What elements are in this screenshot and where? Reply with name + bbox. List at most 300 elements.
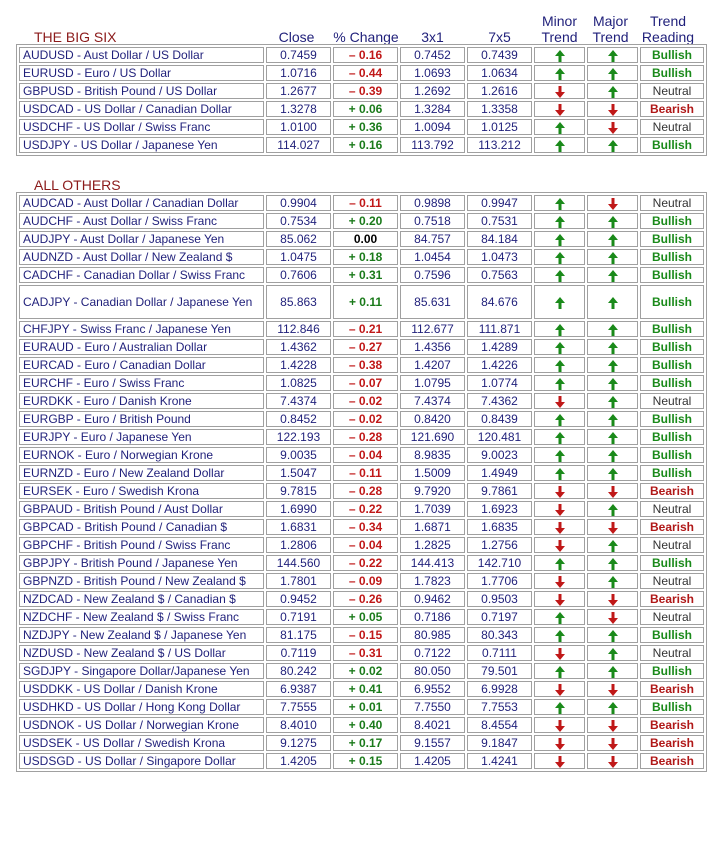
minor-trend-cell [534,285,585,319]
table-row [19,249,704,265]
minor-trend-cell [534,573,585,589]
c3x1-cell: 1.0693 [400,65,465,81]
pair-name-cell: USDNOK - US Dollar / Norwegian Krone [19,717,264,733]
table-row [19,339,704,355]
table-row [19,465,704,481]
table-row [19,411,704,427]
trend-reading-cell: Neutral [640,119,704,135]
major-trend-cell [587,249,638,265]
major-trend-cell [587,591,638,607]
trend-reading-cell: Bullish [640,47,704,63]
c7x5-cell: 1.6835 [467,519,532,535]
c3x1-cell: 85.631 [400,285,465,319]
arrow-up-icon [555,252,565,264]
c3x1-cell: 1.4356 [400,339,465,355]
arrow-down-icon [555,738,565,750]
minor-trend-cell [534,609,585,625]
trend-reading-cell: Bullish [640,375,704,391]
c7x5-cell: 1.0125 [467,119,532,135]
pair-name-cell: GBPAUD - British Pound / Aust Dollar [19,501,264,517]
table-row [19,357,704,373]
pair-name-cell: NZDJPY - New Zealand $ / Japanese Yen [19,627,264,643]
c7x5-cell: 9.1847 [467,735,532,751]
arrow-up-icon [555,450,565,462]
c3x1-cell: 113.792 [400,137,465,153]
c3x1-cell: 1.0454 [400,249,465,265]
close-cell: 85.062 [266,231,331,247]
table-row [19,137,704,153]
pair-name-cell: EURSEK - Euro / Swedish Krona [19,483,264,499]
arrow-down-icon [608,104,618,116]
close-cell: 1.4205 [266,753,331,769]
table-row [19,519,704,535]
major-trend-cell [587,645,638,661]
c3x1-cell: 0.7596 [400,267,465,283]
pair-name-cell: NZDUSD - New Zealand $ / US Dollar [19,645,264,661]
c3x1-cell: 0.8420 [400,411,465,427]
close-cell: 1.6990 [266,501,331,517]
c3x1-cell: 80.985 [400,627,465,643]
pct-change-cell: + 0.18 [333,249,398,265]
pct-change-cell: – 0.15 [333,627,398,643]
close-cell: 122.193 [266,429,331,445]
arrow-up-icon [555,140,565,152]
close-cell: 1.0716 [266,65,331,81]
header-minor-trend-line1: Minor [541,13,577,29]
arrow-down-icon [555,86,565,98]
arrow-up-icon [608,234,618,246]
header-minor-trend [533,13,586,45]
pair-name-cell: CHFJPY - Swiss Franc / Japanese Yen [19,321,264,337]
pair-name-cell: GBPNZD - British Pound / New Zealand $ [19,573,264,589]
arrow-down-icon [555,720,565,732]
table-row [19,375,704,391]
close-cell: 1.4228 [266,357,331,373]
arrow-up-icon [608,630,618,642]
c3x1-cell: 6.9552 [400,681,465,697]
major-trend-cell [587,483,638,499]
close-cell: 9.7815 [266,483,331,499]
pct-change-cell: + 0.41 [333,681,398,697]
minor-trend-cell [534,663,585,679]
c3x1-cell: 0.9462 [400,591,465,607]
pair-name-cell: EURDKK - Euro / Danish Krone [19,393,264,409]
arrow-down-icon [608,756,618,768]
trend-reading-cell: Bullish [640,321,704,337]
arrow-up-icon [608,342,618,354]
arrow-up-icon [555,702,565,714]
arrow-down-icon [555,486,565,498]
minor-trend-cell [534,483,585,499]
c7x5-cell: 1.2616 [467,83,532,99]
c7x5-cell: 1.6923 [467,501,532,517]
minor-trend-cell [534,555,585,571]
trend-reading-cell: Neutral [640,645,704,661]
major-trend-cell [587,501,638,517]
close-cell: 6.9387 [266,681,331,697]
major-trend-cell [587,627,638,643]
pair-name-cell: GBPUSD - British Pound / US Dollar [19,83,264,99]
arrow-up-icon [555,558,565,570]
minor-trend-cell [534,465,585,481]
close-cell: 1.5047 [266,465,331,481]
c3x1-cell: 121.690 [400,429,465,445]
major-trend-cell [587,735,638,751]
table-row [19,591,704,607]
arrow-up-icon [608,576,618,588]
minor-trend-cell [534,429,585,445]
c7x5-cell: 1.4289 [467,339,532,355]
c3x1-cell: 1.4205 [400,753,465,769]
close-cell: 0.7191 [266,609,331,625]
arrow-up-icon [608,360,618,372]
minor-trend-cell [534,501,585,517]
close-cell: 112.846 [266,321,331,337]
pct-change-cell: – 0.04 [333,537,398,553]
arrow-up-icon [608,504,618,516]
close-cell: 1.0475 [266,249,331,265]
pct-change-cell: – 0.11 [333,195,398,211]
pct-change-cell: – 0.22 [333,501,398,517]
arrow-up-icon [608,432,618,444]
trend-reading-cell: Bullish [640,285,704,319]
arrow-up-icon [608,648,618,660]
arrow-down-icon [555,756,565,768]
arrow-up-icon [555,360,565,372]
trend-reading-cell: Neutral [640,609,704,625]
c3x1-cell: 0.7518 [400,213,465,229]
close-cell: 0.7459 [266,47,331,63]
trend-reading-cell: Neutral [640,393,704,409]
c3x1-cell: 80.050 [400,663,465,679]
c7x5-cell: 113.212 [467,137,532,153]
pair-name-cell: USDCHF - US Dollar / Swiss Franc [19,119,264,135]
arrow-up-icon [555,378,565,390]
major-trend-cell [587,83,638,99]
pair-name-cell: GBPCHF - British Pound / Swiss Franc [19,537,264,553]
pct-change-cell: – 0.38 [333,357,398,373]
arrow-up-icon [608,468,618,480]
table-row [19,195,704,211]
table-row [19,645,704,661]
major-trend-cell [587,101,638,117]
c7x5-cell: 7.7553 [467,699,532,715]
pct-change-cell: – 0.39 [333,83,398,99]
trend-reading-cell: Bullish [640,663,704,679]
major-trend-cell [587,429,638,445]
c7x5-cell: 79.501 [467,663,532,679]
c7x5-cell: 0.7197 [467,609,532,625]
pct-change-cell: – 0.31 [333,645,398,661]
table-row [19,429,704,445]
table-row [19,447,704,463]
trend-reading-cell: Neutral [640,573,704,589]
pct-change-cell: + 0.20 [333,213,398,229]
arrow-down-icon [555,648,565,660]
pct-change-cell: – 0.07 [333,375,398,391]
minor-trend-cell [534,717,585,733]
close-cell: 1.4362 [266,339,331,355]
arrow-up-icon [555,270,565,282]
table-row [19,627,704,643]
c7x5-cell: 0.7111 [467,645,532,661]
table-row [19,699,704,715]
trend-reading-cell: Bullish [640,627,704,643]
c7x5-cell: 84.184 [467,231,532,247]
close-cell: 0.8452 [266,411,331,427]
arrow-up-icon [608,414,618,426]
trend-reading-cell: Bearish [640,681,704,697]
c3x1-cell: 9.7920 [400,483,465,499]
close-cell: 1.0100 [266,119,331,135]
table-row [19,573,704,589]
c3x1-cell: 144.413 [400,555,465,571]
major-trend-cell [587,137,638,153]
c7x5-cell: 1.7706 [467,573,532,589]
arrow-up-icon [555,432,565,444]
pair-name-cell: USDHKD - US Dollar / Hong Kong Dollar [19,699,264,715]
arrow-up-icon [555,342,565,354]
minor-trend-cell [534,47,585,63]
minor-trend-cell [534,321,585,337]
c3x1-cell: 1.7823 [400,573,465,589]
table-row [19,501,704,517]
arrow-up-icon [608,396,618,408]
close-cell: 1.6831 [266,519,331,535]
major-trend-cell [587,411,638,427]
table-row [19,609,704,625]
table-row [19,83,704,99]
pct-change-cell: + 0.01 [333,699,398,715]
close-cell: 0.9904 [266,195,331,211]
header-major-trend-line2: Trend [592,29,629,45]
pair-name-cell: GBPJPY - British Pound / Japanese Yen [19,555,264,571]
pct-change-cell: + 0.15 [333,753,398,769]
trend-reading-cell: Bullish [640,555,704,571]
c7x5-cell: 0.7563 [467,267,532,283]
minor-trend-cell [534,213,585,229]
c3x1-cell: 84.757 [400,231,465,247]
close-cell: 114.027 [266,137,331,153]
pct-change-cell: – 0.34 [333,519,398,535]
c7x5-cell: 0.8439 [467,411,532,427]
minor-trend-cell [534,137,585,153]
major-trend-cell [587,321,638,337]
header-major-trend-line1: Major [592,13,628,29]
c3x1-cell: 1.2692 [400,83,465,99]
arrow-up-icon [608,140,618,152]
pct-change-cell: – 0.11 [333,465,398,481]
arrow-down-icon [555,576,565,588]
pct-change-cell: – 0.28 [333,429,398,445]
arrow-up-icon [555,297,565,309]
c3x1-cell: 1.4207 [400,357,465,373]
trend-reading-cell: Bearish [640,483,704,499]
arrow-down-icon [555,504,565,516]
arrow-up-icon [555,612,565,624]
pct-change-cell: + 0.40 [333,717,398,733]
pair-name-cell: AUDNZD - Aust Dollar / New Zealand $ [19,249,264,265]
arrow-up-icon [555,468,565,480]
pct-change-cell: + 0.31 [333,267,398,283]
major-trend-cell [587,663,638,679]
close-cell: 0.7606 [266,267,331,283]
minor-trend-cell [534,339,585,355]
minor-trend-cell [534,83,585,99]
trend-reading-cell: Neutral [640,537,704,553]
section-title-all-others: ALL OTHERS [34,177,121,193]
close-cell: 144.560 [266,555,331,571]
table-row [19,393,704,409]
trend-reading-cell: Bullish [640,447,704,463]
major-trend-cell [587,609,638,625]
pair-name-cell: CADCHF - Canadian Dollar / Swiss Franc [19,267,264,283]
c3x1-cell: 0.7452 [400,47,465,63]
minor-trend-cell [534,195,585,211]
arrow-up-icon [608,450,618,462]
arrow-down-icon [608,122,618,134]
arrow-down-icon [608,612,618,624]
major-trend-cell [587,681,638,697]
trend-reading-cell: Bearish [640,101,704,117]
close-cell: 9.0035 [266,447,331,463]
trend-reading-cell: Bearish [640,591,704,607]
minor-trend-cell [534,267,585,283]
arrow-up-icon [555,198,565,210]
pair-name-cell: GBPCAD - British Pound / Canadian $ [19,519,264,535]
header-major-trend [584,13,637,45]
c3x1-cell: 1.3284 [400,101,465,117]
c7x5-cell: 0.7439 [467,47,532,63]
arrow-up-icon [608,324,618,336]
minor-trend-cell [534,645,585,661]
arrow-up-icon [608,216,618,228]
arrow-up-icon [608,252,618,264]
arrow-up-icon [608,50,618,62]
trend-reading-cell: Bearish [640,519,704,535]
pct-change-cell: + 0.17 [333,735,398,751]
trend-reading-cell: Bullish [640,65,704,81]
pair-name-cell: CADJPY - Canadian Dollar / Japanese Yen [19,285,264,319]
minor-trend-cell [534,681,585,697]
major-trend-cell [587,119,638,135]
close-cell: 1.0825 [266,375,331,391]
table-row [19,101,704,117]
pct-change-cell: – 0.02 [333,411,398,427]
table-row [19,663,704,679]
c3x1-cell: 0.9898 [400,195,465,211]
close-cell: 0.9452 [266,591,331,607]
close-cell: 0.7534 [266,213,331,229]
pair-name-cell: EURJPY - Euro / Japanese Yen [19,429,264,445]
pair-name-cell: AUDCAD - Aust Dollar / Canadian Dollar [19,195,264,211]
trend-reading-cell: Bullish [640,465,704,481]
c3x1-cell: 8.4021 [400,717,465,733]
trend-reading-cell: Bearish [640,717,704,733]
c3x1-cell: 7.4374 [400,393,465,409]
trend-reading-cell: Bullish [640,231,704,247]
pct-change-cell: + 0.06 [333,101,398,117]
pair-name-cell: SGDJPY - Singapore Dollar/Japanese Yen [19,663,264,679]
major-trend-cell [587,65,638,81]
major-trend-cell [587,195,638,211]
table-row [19,321,704,337]
c3x1-cell: 0.7186 [400,609,465,625]
pct-change-cell: – 0.21 [333,321,398,337]
header-minor-trend-line2: Trend [541,29,578,45]
arrow-up-icon [555,122,565,134]
c3x1-cell: 1.0094 [400,119,465,135]
pct-change-cell: + 0.05 [333,609,398,625]
c3x1-cell: 7.7550 [400,699,465,715]
table-row [19,735,704,751]
c3x1-cell: 1.5009 [400,465,465,481]
trend-reading-cell: Bullish [640,249,704,265]
minor-trend-cell [534,65,585,81]
major-trend-cell [587,555,638,571]
pair-name-cell: USDSEK - US Dollar / Swedish Krona [19,735,264,751]
major-trend-cell [587,699,638,715]
major-trend-cell [587,717,638,733]
pct-change-cell: – 0.26 [333,591,398,607]
major-trend-cell [587,447,638,463]
pair-name-cell: USDJPY - US Dollar / Japanese Yen [19,137,264,153]
header-3x1: 3x1 [421,29,444,45]
minor-trend-cell [534,231,585,247]
arrow-up-icon [555,68,565,80]
arrow-down-icon [608,720,618,732]
table-row [19,537,704,553]
pair-name-cell: EURCHF - Euro / Swiss Franc [19,375,264,391]
minor-trend-cell [534,591,585,607]
pair-name-cell: USDSGD - US Dollar / Singapore Dollar [19,753,264,769]
arrow-down-icon [555,104,565,116]
header-trend-reading-line1: Trend [649,13,687,29]
minor-trend-cell [534,357,585,373]
major-trend-cell [587,47,638,63]
trend-reading-cell: Neutral [640,501,704,517]
major-trend-cell [587,465,638,481]
c7x5-cell: 84.676 [467,285,532,319]
close-cell: 9.1275 [266,735,331,751]
arrow-down-icon [608,738,618,750]
pair-name-cell: NZDCAD - New Zealand $ / Canadian $ [19,591,264,607]
trend-reading-cell: Bullish [640,339,704,355]
major-trend-cell [587,375,638,391]
table-row [19,119,704,135]
arrow-up-icon [608,86,618,98]
arrow-down-icon [555,396,565,408]
c7x5-cell: 7.4362 [467,393,532,409]
header-close: Close [278,29,315,45]
table-row [19,483,704,499]
pair-name-cell: AUDCHF - Aust Dollar / Swiss Franc [19,213,264,229]
table-row [19,231,704,247]
pct-change-cell: – 0.22 [333,555,398,571]
pct-change-cell: – 0.16 [333,47,398,63]
close-cell: 81.175 [266,627,331,643]
table-row [19,213,704,229]
table-row [19,285,704,319]
close-cell: 1.3278 [266,101,331,117]
trend-reading-cell: Bullish [640,213,704,229]
table-row [19,65,704,81]
trend-reading-cell: Bullish [640,267,704,283]
header-trend-reading-line2: Reading [641,29,695,45]
c7x5-cell: 1.0473 [467,249,532,265]
major-trend-cell [587,267,638,283]
minor-trend-cell [534,119,585,135]
